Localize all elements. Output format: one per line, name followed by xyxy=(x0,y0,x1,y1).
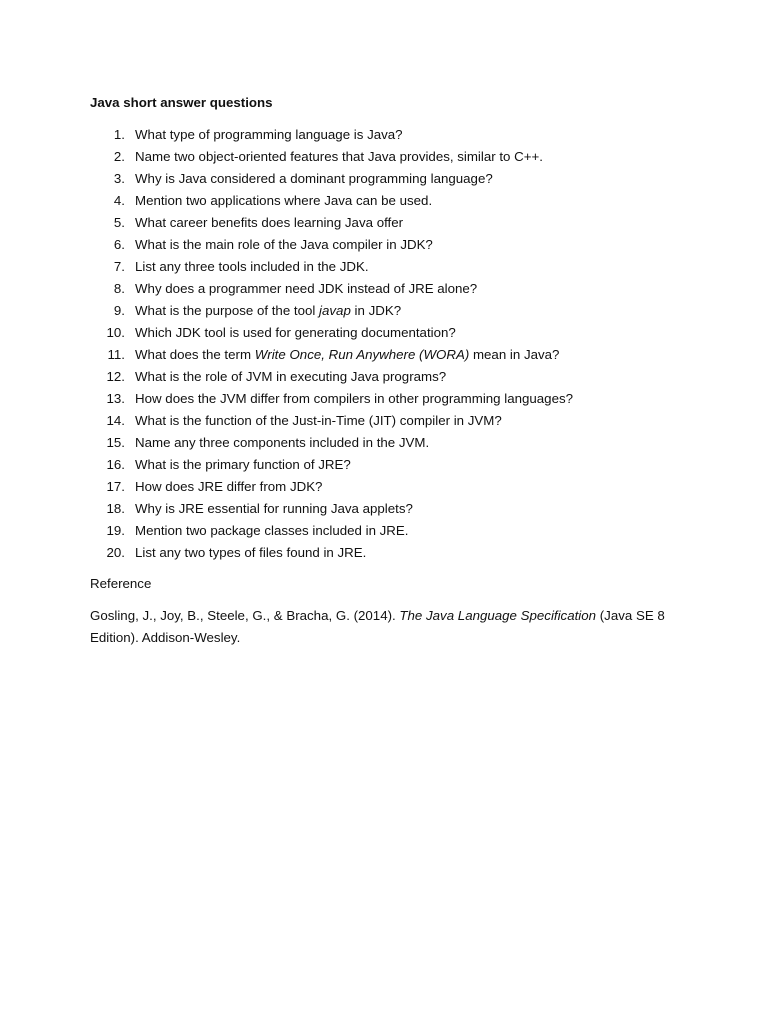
question-number: 3. xyxy=(113,171,125,186)
question-number: 14. xyxy=(106,413,125,428)
question-item xyxy=(90,146,690,168)
question-number: 4. xyxy=(113,193,125,208)
question-number: 12. xyxy=(106,369,125,384)
question-number: 8. xyxy=(113,281,125,296)
question-item xyxy=(90,498,690,520)
question-number: 13. xyxy=(106,391,125,406)
question-item xyxy=(90,190,690,212)
question-text xyxy=(135,520,408,542)
question-text-part: Mention two package classes included in JRE. xyxy=(135,523,409,538)
question-text xyxy=(135,256,369,278)
question-number: 2. xyxy=(113,149,125,164)
question-number: 17. xyxy=(106,479,125,494)
question-number: 1. xyxy=(113,127,125,142)
question-text-part: mean in Java? xyxy=(469,347,560,362)
question-list xyxy=(90,124,690,564)
question-item xyxy=(90,256,690,278)
question-text-part: What career benefits does learning Java offer xyxy=(135,215,404,230)
question-text xyxy=(135,542,366,564)
reference-book-title: The Java Language Specification xyxy=(399,608,597,623)
question-text-part: What is the main role of the Java compiler in JDK? xyxy=(135,237,433,252)
question-text xyxy=(135,498,413,520)
question-text xyxy=(135,410,502,432)
reference-entry xyxy=(90,605,670,649)
question-text-part: What type of programming language is Java? xyxy=(135,127,403,142)
question-text-part: Name any three components included in the JVM. xyxy=(135,435,430,450)
question-text-part: How does the JVM differ from compilers in other programming languages? xyxy=(135,391,574,406)
question-text xyxy=(135,476,322,498)
question-item xyxy=(90,366,690,388)
reference-heading: Reference xyxy=(90,576,152,591)
question-item xyxy=(90,234,690,256)
question-number: 19. xyxy=(106,523,125,538)
question-emphasis: Write Once, Run Anywhere (WORA) xyxy=(254,347,470,362)
question-text-part: Why does a programmer need JDK instead of JRE alone? xyxy=(135,281,478,296)
question-item xyxy=(90,476,690,498)
question-item xyxy=(90,454,690,476)
question-emphasis: javap xyxy=(319,303,351,318)
question-text-part: Which JDK tool is used for generating documentation? xyxy=(135,325,456,340)
question-number: 7. xyxy=(113,259,125,274)
question-item xyxy=(90,432,690,454)
question-text xyxy=(135,344,559,366)
question-text xyxy=(135,124,403,146)
question-text xyxy=(135,322,456,344)
question-number: 5. xyxy=(113,215,125,230)
question-item xyxy=(90,410,690,432)
question-text-part: Mention two applications where Java can be used. xyxy=(135,193,433,208)
question-item xyxy=(90,388,690,410)
question-number: 9. xyxy=(113,303,125,318)
question-text-part: What does the term xyxy=(135,347,255,362)
question-text xyxy=(135,278,477,300)
question-number: 16. xyxy=(106,457,125,472)
question-text-part: How does JRE differ from JDK? xyxy=(135,479,323,494)
question-number: 20. xyxy=(106,545,125,560)
question-item xyxy=(90,322,690,344)
question-text xyxy=(135,234,433,256)
question-text-part: List any two types of files found in JRE. xyxy=(135,545,367,560)
question-text xyxy=(135,388,573,410)
question-item xyxy=(90,344,690,366)
question-item xyxy=(90,520,690,542)
question-item xyxy=(90,278,690,300)
question-text xyxy=(135,168,493,190)
reference-authors: Gosling, J., Joy, B., Steele, G., & Bracha, G. (2014). xyxy=(90,608,400,623)
question-text-part: in JDK? xyxy=(350,303,402,318)
question-number: 6. xyxy=(113,237,125,252)
question-item xyxy=(90,168,690,190)
question-text xyxy=(135,300,401,322)
question-number: 11. xyxy=(107,347,125,362)
question-text-part: List any three tools included in the JDK. xyxy=(135,259,369,274)
question-text xyxy=(135,146,543,168)
question-text-part: What is the primary function of JRE? xyxy=(135,457,351,472)
reference-publication-info: (Java SE 8 Edition). Addison-Wesley. xyxy=(90,608,665,645)
question-text xyxy=(135,190,432,212)
question-text-part: What is the role of JVM in executing Java programs? xyxy=(135,369,447,384)
question-number: 15. xyxy=(106,435,125,450)
question-text xyxy=(135,212,403,234)
question-item xyxy=(90,542,690,564)
question-item xyxy=(90,212,690,234)
question-text xyxy=(135,454,351,476)
question-text-part: Name two object-oriented features that Java provides, similar to C++. xyxy=(135,149,543,164)
question-text-part: Why is JRE essential for running Java applets? xyxy=(135,501,413,516)
question-text xyxy=(135,432,429,454)
question-number: 10. xyxy=(106,325,125,340)
question-text-part: Why is Java considered a dominant programming language? xyxy=(135,171,493,186)
question-text xyxy=(135,366,446,388)
question-number: 18. xyxy=(106,501,125,516)
document-title: Java short answer questions xyxy=(90,95,273,110)
question-item xyxy=(90,300,690,322)
question-text-part: What is the function of the Just-in-Time (JIT) compiler in JVM? xyxy=(135,413,502,428)
question-text-part: What is the purpose of the tool xyxy=(135,303,320,318)
question-item xyxy=(90,124,690,146)
